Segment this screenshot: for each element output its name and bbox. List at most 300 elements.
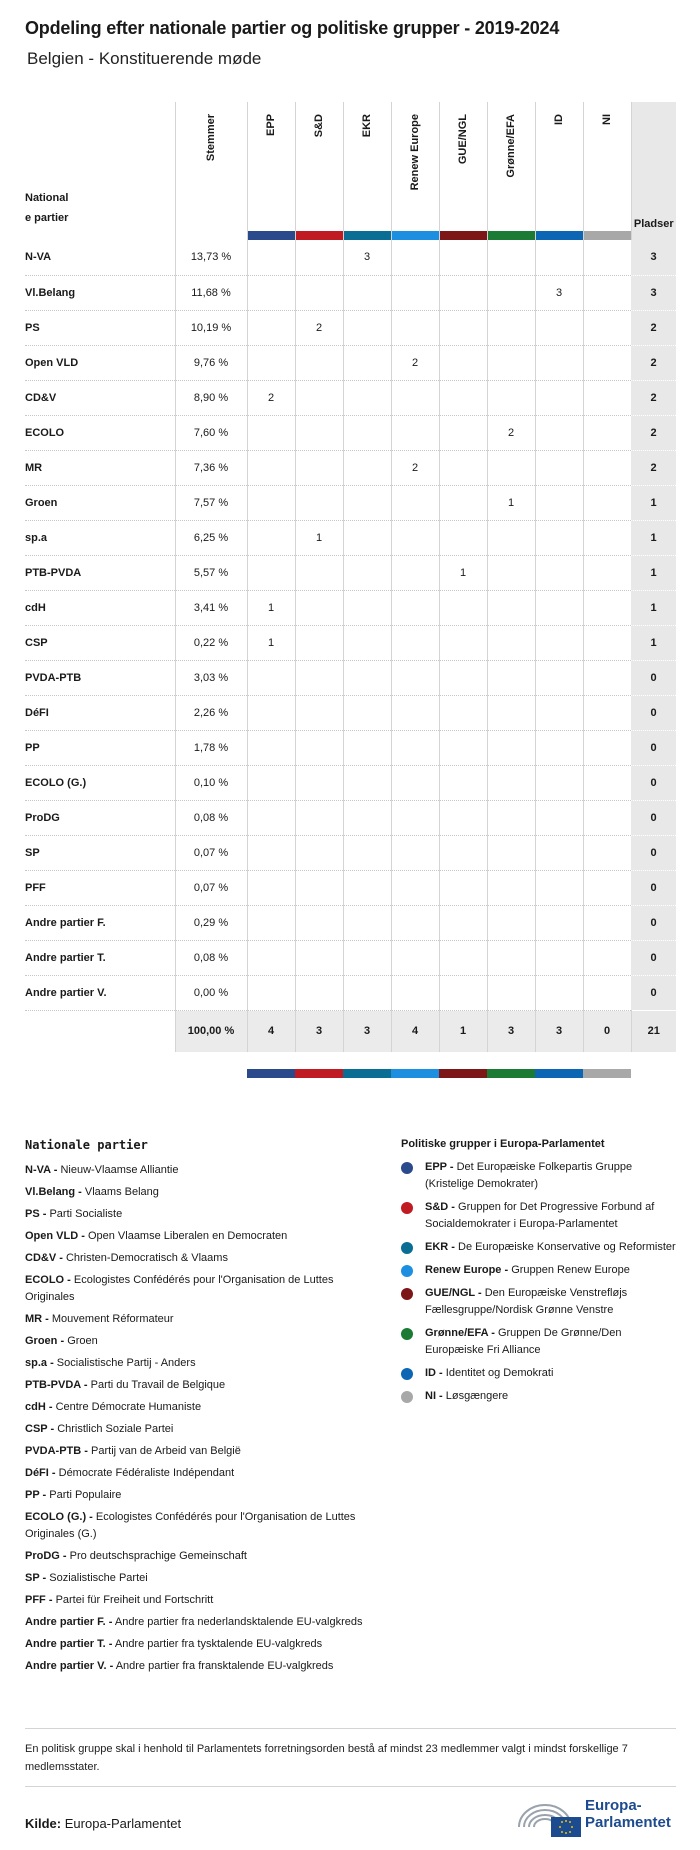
group-seat-cell: 1 — [247, 625, 295, 660]
group-seat-cell: 1 — [295, 520, 343, 555]
group-seat-cell — [295, 625, 343, 660]
group-seat-cell — [391, 695, 439, 730]
group-seat-cell — [439, 660, 487, 695]
group-seat-cell — [439, 765, 487, 800]
table-row — [25, 800, 676, 835]
group-seat-cell — [343, 975, 391, 1010]
group-seat-cell — [295, 380, 343, 415]
group-seat-cell — [535, 625, 583, 660]
party-name: ECOLO (G.) — [25, 765, 175, 800]
group-seat-cell — [391, 310, 439, 345]
seat-total: 2 — [631, 380, 676, 415]
group-seat-cell — [487, 450, 535, 485]
group-seat-cell — [583, 835, 631, 870]
group-total: 4 — [391, 1010, 439, 1052]
group-header-2: EKR — [343, 102, 391, 240]
group-color-bar — [392, 231, 439, 240]
group-seat-cell — [583, 765, 631, 800]
national-party-legend-item: PTB-PVDA - Parti du Travail de Belgique — [25, 1379, 226, 1391]
national-party-legend-item: ProDG - Pro deutschsprachige Gemeinschaft — [25, 1550, 247, 1562]
table-row — [25, 415, 676, 450]
group-seat-cell: 2 — [487, 415, 535, 450]
group-seat-cell — [295, 590, 343, 625]
group-seat-cell — [247, 415, 295, 450]
group-seat-cell — [247, 695, 295, 730]
vote-share: 0,10 % — [175, 765, 247, 800]
group-seat-cell — [247, 485, 295, 520]
group-seat-cell: 3 — [535, 275, 583, 310]
group-seat-cell — [247, 870, 295, 905]
group-seat-cell — [391, 485, 439, 520]
group-seat-cell — [343, 345, 391, 380]
national-party-legend-item: ECOLO - Ecologistes Confédérés pour l'Organisation de Luttes Originales — [25, 1274, 334, 1303]
group-seat-cell — [583, 345, 631, 380]
seat-total: 3 — [631, 275, 676, 310]
group-seat-cell — [487, 870, 535, 905]
totals-label-cell — [25, 1010, 175, 1052]
party-name: CD&V — [25, 380, 175, 415]
group-seat-cell — [535, 870, 583, 905]
group-seat-cell — [583, 520, 631, 555]
party-name: PVDA-PTB — [25, 660, 175, 695]
page-title: Opdeling efter nationale partier og politiske grupper - 2019-2024 — [25, 18, 560, 38]
group-seat-cell — [343, 660, 391, 695]
vote-share: 9,76 % — [175, 345, 247, 380]
group-seat-cell — [343, 695, 391, 730]
group-seat-cell — [487, 345, 535, 380]
group-seat-cell: 2 — [391, 345, 439, 380]
national-party-legend-item: Andre partier F. - Andre partier fra nederlandsktalende EU-valgkreds — [25, 1616, 363, 1628]
group-header-5: Grønne/EFA — [487, 102, 535, 240]
party-name: Groen — [25, 485, 175, 520]
vote-share: 7,60 % — [175, 415, 247, 450]
group-seat-cell — [295, 975, 343, 1010]
group-color-bar — [536, 231, 583, 240]
group-seat-cell — [439, 450, 487, 485]
group-seat-cell — [247, 240, 295, 275]
group-seat-cell — [295, 730, 343, 765]
group-color-bar — [295, 1069, 343, 1078]
group-seat-cell — [487, 835, 535, 870]
group-seat-cell — [439, 940, 487, 975]
group-seat-cell — [391, 975, 439, 1010]
group-seat-cell — [343, 450, 391, 485]
group-seat-cell — [487, 275, 535, 310]
group-seat-cell — [295, 555, 343, 590]
political-group-legend-item: ID - Identitet og Demokrati — [401, 1365, 676, 1382]
group-color-dot-icon — [401, 1328, 413, 1340]
party-name: CSP — [25, 625, 175, 660]
group-seat-cell — [583, 730, 631, 765]
seat-total: 0 — [631, 695, 676, 730]
group-color-bar — [487, 1069, 535, 1078]
group-seat-cell — [343, 800, 391, 835]
group-seat-cell — [583, 905, 631, 940]
group-total: 4 — [247, 1010, 295, 1052]
vote-share: 0,07 % — [175, 835, 247, 870]
group-color-dot-icon — [401, 1288, 413, 1300]
group-seat-cell — [583, 275, 631, 310]
seats-grand-total: 21 — [631, 1010, 676, 1052]
group-seat-cell — [343, 625, 391, 660]
group-color-dot-icon — [401, 1391, 413, 1403]
table-row — [25, 520, 676, 555]
group-seat-cell — [295, 870, 343, 905]
totals-votes: 100,00 % — [175, 1010, 247, 1052]
group-seat-cell — [583, 940, 631, 975]
seat-total: 2 — [631, 415, 676, 450]
group-seat-cell — [343, 765, 391, 800]
group-seat-cell — [391, 625, 439, 660]
table-row — [25, 625, 676, 660]
group-seat-cell — [535, 310, 583, 345]
seat-total: 2 — [631, 310, 676, 345]
logo-wordmark: Europa- Parlamentet — [585, 1797, 671, 1831]
group-seat-cell — [247, 730, 295, 765]
group-seat-cell — [343, 730, 391, 765]
group-seat-cell — [391, 240, 439, 275]
group-seat-cell — [439, 345, 487, 380]
group-seat-cell — [487, 940, 535, 975]
group-seat-cell — [535, 345, 583, 380]
page-subtitle: Belgien - Konstituerende møde — [27, 49, 262, 68]
group-seat-cell — [535, 835, 583, 870]
party-name: Andre partier F. — [25, 905, 175, 940]
group-seat-cell — [583, 660, 631, 695]
group-seat-cell — [343, 940, 391, 975]
group-seat-cell — [535, 555, 583, 590]
group-seat-cell — [391, 905, 439, 940]
table-row — [25, 975, 676, 1010]
group-seat-cell — [247, 275, 295, 310]
group-color-bar — [247, 1069, 295, 1078]
group-seat-cell: 2 — [391, 450, 439, 485]
group-seat-cell — [391, 415, 439, 450]
votes-column-header: Stemmer — [175, 102, 247, 240]
group-seat-cell — [487, 625, 535, 660]
group-seat-cell — [439, 625, 487, 660]
group-seat-cell — [439, 275, 487, 310]
vote-share: 0,07 % — [175, 870, 247, 905]
group-seat-cell — [391, 275, 439, 310]
seat-total: 0 — [631, 800, 676, 835]
political-group-legend-item: S&D - Gruppen for Det Progressive Forbund af Socialdemokrater i Europa-Parlamentet — [401, 1199, 676, 1233]
seat-total: 2 — [631, 450, 676, 485]
seat-total: 1 — [631, 555, 676, 590]
national-party-legend-item: PS - Parti Socialiste — [25, 1208, 123, 1220]
group-seat-cell: 1 — [487, 485, 535, 520]
group-seat-cell — [535, 485, 583, 520]
group-seat-cell — [391, 870, 439, 905]
party-name: MR — [25, 450, 175, 485]
group-seat-cell — [439, 870, 487, 905]
group-color-bar — [440, 231, 487, 240]
group-seat-cell — [487, 765, 535, 800]
seat-total: 3 — [631, 240, 676, 275]
group-color-bar — [439, 1069, 487, 1078]
seat-total: 0 — [631, 835, 676, 870]
national-party-legend-item: PP - Parti Populaire — [25, 1489, 122, 1501]
vote-share: 0,00 % — [175, 975, 247, 1010]
group-color-bar — [343, 1069, 391, 1078]
table-row — [25, 870, 676, 905]
group-color-bar — [344, 231, 391, 240]
group-seat-cell — [487, 590, 535, 625]
seat-total: 0 — [631, 905, 676, 940]
group-total: 0 — [583, 1010, 631, 1052]
group-seat-cell — [247, 345, 295, 380]
group-seat-cell — [295, 905, 343, 940]
group-seat-cell — [343, 555, 391, 590]
political-group-legend-item: EPP - Det Europæiske Folkepartis Gruppe (Kristelige Demokrater) — [401, 1159, 676, 1193]
national-party-legend-item: Andre partier T. - Andre partier fra tysktalende EU-valgkreds — [25, 1638, 323, 1650]
group-seat-cell — [343, 485, 391, 520]
group-header-4: GUE/NGL — [439, 102, 487, 240]
vote-share: 10,19 % — [175, 310, 247, 345]
group-seat-cell — [295, 765, 343, 800]
vote-share: 6,25 % — [175, 520, 247, 555]
table-row — [25, 940, 676, 975]
political-group-legend-item: Renew Europe - Gruppen Renew Europe — [401, 1262, 676, 1279]
group-color-bar — [584, 231, 631, 240]
group-seat-cell — [583, 415, 631, 450]
national-party-legend-item: sp.a - Socialistische Partij - Anders — [25, 1357, 196, 1369]
group-seat-cell — [391, 380, 439, 415]
group-seat-cell — [487, 310, 535, 345]
group-color-dot-icon — [401, 1242, 413, 1254]
table-row — [25, 450, 676, 485]
group-seat-cell — [535, 450, 583, 485]
party-name: ECOLO — [25, 415, 175, 450]
vote-share: 0,08 % — [175, 800, 247, 835]
group-seat-cell — [583, 625, 631, 660]
group-seat-cell — [343, 905, 391, 940]
group-seat-cell — [439, 905, 487, 940]
group-seat-cell — [295, 275, 343, 310]
seat-total: 0 — [631, 765, 676, 800]
table-row — [25, 730, 676, 765]
group-seat-cell — [487, 660, 535, 695]
group-seat-cell — [391, 590, 439, 625]
national-parties-legend — [25, 1138, 385, 1680]
footer-color-bar-row — [25, 1052, 676, 1094]
group-seat-cell — [247, 975, 295, 1010]
table-row — [25, 765, 676, 800]
group-seat-cell — [439, 800, 487, 835]
group-seat-cell — [391, 940, 439, 975]
table-row — [25, 905, 676, 940]
group-seat-cell: 2 — [247, 380, 295, 415]
table-row — [25, 380, 676, 415]
group-total: 3 — [295, 1010, 343, 1052]
seat-total: 1 — [631, 590, 676, 625]
group-seat-cell — [487, 730, 535, 765]
party-name: Vl.Belang — [25, 275, 175, 310]
group-seat-cell — [343, 520, 391, 555]
group-seat-cell — [439, 695, 487, 730]
group-seat-cell: 1 — [439, 555, 487, 590]
group-seat-cell — [391, 765, 439, 800]
table-row — [25, 275, 676, 310]
group-seat-cell — [295, 660, 343, 695]
group-seat-cell — [391, 555, 439, 590]
group-color-dot-icon — [401, 1162, 413, 1174]
group-seat-cell — [247, 765, 295, 800]
group-seat-cell — [535, 520, 583, 555]
group-seat-cell — [487, 555, 535, 590]
party-name: Andre partier V. — [25, 975, 175, 1010]
table-row — [25, 555, 676, 590]
group-seat-cell — [583, 800, 631, 835]
divider-bottom — [25, 1786, 676, 1787]
group-seat-cell — [487, 695, 535, 730]
group-seat-cell — [343, 275, 391, 310]
group-seat-cell — [247, 310, 295, 345]
source-label: Kilde: — [25, 1816, 62, 1831]
group-seat-cell — [583, 555, 631, 590]
group-seat-cell — [439, 240, 487, 275]
group-color-bar — [391, 1069, 439, 1078]
group-seat-cell — [295, 940, 343, 975]
group-seat-cell — [295, 450, 343, 485]
party-column-header: National e partier — [25, 192, 69, 224]
table-row — [25, 835, 676, 870]
group-seat-cell — [535, 730, 583, 765]
table-row — [25, 345, 676, 380]
national-party-legend-item: CD&V - Christen-Democratisch & Vlaams — [25, 1252, 228, 1264]
group-color-dot-icon — [401, 1202, 413, 1214]
group-seat-cell — [391, 800, 439, 835]
group-seat-cell — [487, 240, 535, 275]
group-seat-cell — [295, 415, 343, 450]
national-party-legend-item: cdH - Centre Démocrate Humaniste — [25, 1401, 202, 1413]
ep-logo — [515, 1797, 680, 1837]
group-color-bar — [248, 231, 295, 240]
seat-total: 2 — [631, 345, 676, 380]
national-party-legend-item: DéFI - Démocrate Fédéraliste Indépendant — [25, 1467, 235, 1479]
party-name: ProDG — [25, 800, 175, 835]
vote-share: 3,03 % — [175, 660, 247, 695]
group-seat-cell — [535, 975, 583, 1010]
group-seat-cell — [247, 905, 295, 940]
group-seat-cell — [583, 870, 631, 905]
group-seat-cell: 3 — [343, 240, 391, 275]
national-party-legend-item: Open VLD - Open Vlaamse Liberalen en Democraten — [25, 1230, 288, 1242]
party-name: PS — [25, 310, 175, 345]
national-party-legend-item: PVDA-PTB - Partij van de Arbeid van België — [25, 1445, 241, 1457]
group-seat-cell — [439, 380, 487, 415]
group-seat-cell — [247, 450, 295, 485]
group-seat-cell — [583, 240, 631, 275]
group-seat-cell — [247, 555, 295, 590]
group-seat-cell — [487, 975, 535, 1010]
group-seat-cell — [247, 660, 295, 695]
group-seat-cell — [391, 660, 439, 695]
group-seat-cell — [343, 380, 391, 415]
hemicycle-icon — [515, 1797, 583, 1837]
group-total: 3 — [487, 1010, 535, 1052]
vote-share: 11,68 % — [175, 275, 247, 310]
group-seat-cell — [487, 380, 535, 415]
group-header-6: ID — [535, 102, 583, 240]
group-seat-cell — [439, 415, 487, 450]
table-row — [25, 240, 676, 275]
group-seat-cell — [583, 380, 631, 415]
party-name: DéFI — [25, 695, 175, 730]
group-color-bar — [488, 231, 535, 240]
group-seat-cell — [439, 730, 487, 765]
group-seat-cell — [343, 310, 391, 345]
group-seat-cell — [583, 975, 631, 1010]
seat-total: 0 — [631, 660, 676, 695]
group-color-bar — [535, 1069, 583, 1078]
divider-top — [25, 1728, 676, 1729]
party-name: Andre partier T. — [25, 940, 175, 975]
group-seat-cell — [487, 520, 535, 555]
vote-share: 13,73 % — [175, 240, 247, 275]
group-seat-cell — [295, 485, 343, 520]
group-color-bar — [583, 1069, 631, 1078]
vote-share: 1,78 % — [175, 730, 247, 765]
group-seat-cell — [439, 520, 487, 555]
vote-share: 8,90 % — [175, 380, 247, 415]
group-seat-cell — [535, 590, 583, 625]
national-parties-legend-title: Nationale partier — [25, 1138, 148, 1152]
party-name: cdH — [25, 590, 175, 625]
group-seat-cell: 1 — [247, 590, 295, 625]
vote-share: 7,57 % — [175, 485, 247, 520]
group-seat-cell — [391, 835, 439, 870]
seat-total: 0 — [631, 730, 676, 765]
seat-total: 1 — [631, 625, 676, 660]
party-name: sp.a — [25, 520, 175, 555]
party-name: PTB-PVDA — [25, 555, 175, 590]
national-party-legend-item: ECOLO (G.) - Ecologistes Confédérés pour l'Organisation de Luttes Originales (G.) — [25, 1511, 356, 1540]
group-seat-cell — [487, 800, 535, 835]
group-seat-cell — [583, 590, 631, 625]
group-seat-cell — [295, 345, 343, 380]
seat-total: 1 — [631, 485, 676, 520]
table-row — [25, 310, 676, 345]
national-party-legend-item: PFF - Partei für Freiheit und Fortschritt — [25, 1594, 214, 1606]
group-seat-cell — [247, 835, 295, 870]
group-seat-cell — [535, 695, 583, 730]
group-color-dot-icon — [401, 1265, 413, 1277]
party-name: Open VLD — [25, 345, 175, 380]
group-color-dot-icon — [401, 1368, 413, 1380]
group-color-bar — [296, 231, 343, 240]
seat-total: 0 — [631, 870, 676, 905]
political-groups-legend — [401, 1138, 676, 1411]
results-table — [25, 102, 676, 1094]
group-seat-cell — [295, 240, 343, 275]
party-name: SP — [25, 835, 175, 870]
political-group-legend-item: NI - Løsgængere — [401, 1388, 676, 1405]
group-seat-cell — [247, 520, 295, 555]
group-seat-cell — [295, 695, 343, 730]
group-seat-cell — [391, 520, 439, 555]
group-seat-cell — [583, 695, 631, 730]
group-seat-cell — [535, 800, 583, 835]
group-seat-cell — [583, 485, 631, 520]
group-total: 3 — [535, 1010, 583, 1052]
national-party-legend-item: N-VA - Nieuw-Vlaamse Alliantie — [25, 1164, 179, 1176]
vote-share: 2,26 % — [175, 695, 247, 730]
group-seat-cell — [535, 765, 583, 800]
group-seat-cell — [439, 310, 487, 345]
table-row — [25, 695, 676, 730]
group-seat-cell — [535, 660, 583, 695]
